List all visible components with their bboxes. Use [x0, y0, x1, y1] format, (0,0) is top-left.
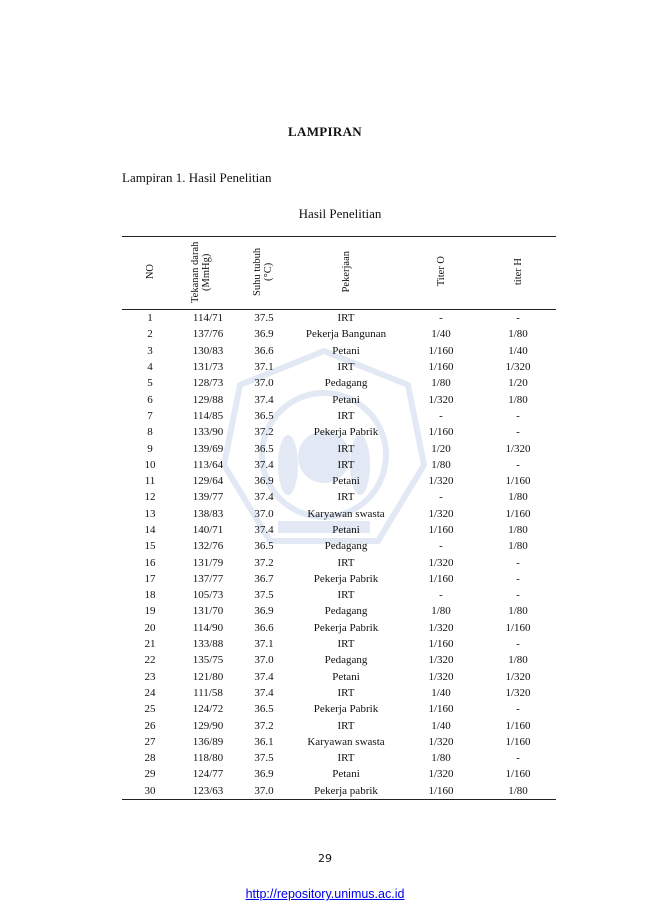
table-row — [122, 343, 556, 359]
table-cell: 37.2 — [254, 556, 274, 569]
table-row — [122, 375, 556, 391]
table-cell: 25 — [144, 703, 156, 716]
table-cell: 1/320 — [428, 393, 454, 406]
table-cell: 124/77 — [192, 768, 224, 781]
table-cell: 133/90 — [192, 426, 224, 439]
results-table — [122, 236, 556, 800]
table-row — [122, 750, 556, 766]
table-cell: 37.2 — [254, 426, 274, 439]
table-row — [122, 506, 556, 522]
table-cell: 36.7 — [254, 572, 274, 585]
table-row — [122, 571, 556, 587]
table-row — [122, 408, 556, 424]
table-row — [122, 717, 556, 733]
table-cell: 1/160 — [428, 572, 454, 585]
table-cell: 132/76 — [192, 540, 224, 553]
table-cell: 133/88 — [192, 638, 224, 651]
table-cell: 37.0 — [254, 784, 274, 797]
table-cell: Pedagang — [324, 605, 368, 618]
table-cell: 1/320 — [505, 361, 531, 374]
table-cell: 135/75 — [192, 654, 224, 667]
table-cell: 1/80 — [508, 491, 528, 504]
table-row — [122, 701, 556, 717]
table-cell: 114/85 — [192, 409, 224, 422]
table-cell: IRT — [337, 442, 355, 455]
table-cell: 1/80 — [508, 524, 528, 536]
table-cell: 1/20 — [508, 377, 528, 390]
table-cell: 129/64 — [192, 475, 224, 488]
table-cell: 1/320 — [428, 768, 454, 781]
table-cell: 8 — [147, 426, 153, 439]
table-cell: 121/80 — [192, 670, 224, 683]
table-cell: 111/58 — [193, 686, 223, 699]
table-cell: 1/320 — [428, 621, 454, 634]
table-cell: - — [516, 312, 520, 325]
table-cell: 29 — [144, 768, 156, 781]
table-cell: 9 — [147, 442, 153, 455]
table-cell: 1/160 — [505, 475, 531, 488]
table-row — [122, 636, 556, 652]
table-cell: 36.1 — [254, 735, 274, 748]
table-cell: 10 — [144, 458, 156, 471]
table-cell: 129/88 — [192, 393, 224, 406]
table-cell: 36.5 — [254, 540, 274, 553]
table-cell: IRT — [337, 589, 355, 602]
header-no: NO — [144, 263, 156, 280]
table-cell: IRT — [337, 686, 355, 699]
table-cell: Petani — [332, 344, 360, 357]
table-cell: 11 — [144, 475, 156, 488]
table-cell: 1/40 — [508, 344, 528, 357]
table-row — [122, 669, 556, 685]
table-cell: 37.0 — [254, 654, 274, 667]
page-title: LAMPIRAN — [288, 124, 362, 139]
table-cell: 1/20 — [431, 442, 451, 455]
table-cell: 140/71 — [192, 524, 224, 536]
table-cell: 1/80 — [508, 540, 528, 553]
table-cell: 21 — [144, 638, 156, 651]
table-cell: 1/160 — [428, 703, 454, 716]
table-cell: - — [516, 458, 520, 471]
table-cell: 14 — [144, 524, 156, 536]
table-cell: 124/72 — [192, 703, 224, 716]
page-number: 29 — [318, 852, 332, 865]
table-cell: 138/83 — [192, 507, 224, 520]
table-cell: IRT — [337, 458, 355, 471]
table-row — [122, 587, 556, 603]
table-cell: IRT — [337, 312, 355, 325]
table-cell: 36.6 — [254, 621, 274, 634]
table-cell: 114/90 — [192, 621, 224, 634]
table-cell: 1/160 — [505, 735, 531, 748]
table-cell: - — [439, 589, 443, 602]
table-cell: 36.5 — [254, 442, 274, 455]
table-cell: - — [516, 556, 520, 569]
table-cell: IRT — [337, 361, 355, 374]
table-cell: Pekerja pabrik — [314, 784, 378, 797]
table-row — [122, 473, 556, 489]
table-row — [122, 440, 556, 456]
table-cell: 37.5 — [254, 312, 274, 325]
table-cell: Pedagang — [324, 377, 368, 390]
table-cell: 5 — [147, 377, 153, 390]
table-cell: 1/320 — [505, 442, 531, 455]
table-cell: 37.4 — [254, 524, 274, 536]
table-cell: 13 — [144, 507, 156, 520]
table-cell: 3 — [147, 344, 153, 357]
repository-link[interactable]: http://repository.unimus.ac.id — [245, 887, 405, 901]
table-cell: 1/80 — [508, 605, 528, 618]
table-cell: 37.2 — [254, 719, 274, 732]
table-cell: 137/77 — [192, 572, 224, 585]
table-cell: - — [516, 409, 520, 422]
table-cell: 136/89 — [192, 735, 224, 748]
table-cell: 128/73 — [192, 377, 224, 390]
table-cell: 1/160 — [428, 426, 454, 439]
table-row — [122, 554, 556, 570]
table-cell: 36.9 — [254, 605, 274, 618]
table-row — [122, 685, 556, 701]
table-cell: 1/80 — [431, 377, 451, 390]
header-titer-h: titer H — [512, 257, 524, 286]
table-cell: 129/90 — [192, 719, 224, 732]
table-cell: 36.9 — [254, 328, 274, 341]
table-cell: - — [516, 638, 520, 651]
header-blood-pressure: Tekanan darah (MmHg) — [190, 240, 212, 303]
table-cell: 18 — [144, 589, 156, 602]
table-cell: - — [516, 572, 520, 585]
table-cell: 1/160 — [428, 361, 454, 374]
table-cell: - — [439, 491, 443, 504]
table-cell: 37.0 — [254, 377, 274, 390]
table-cell: 12 — [144, 491, 156, 504]
table-cell: IRT — [337, 491, 355, 504]
table-cell: 37.5 — [254, 752, 274, 765]
table-cell: 26 — [144, 719, 156, 732]
table-cell: 37.1 — [254, 361, 274, 374]
table-cell: 1/320 — [505, 686, 531, 699]
appendix-subtitle: Lampiran 1. Hasil Penelitian — [122, 170, 272, 185]
table-cell: Petani — [332, 768, 360, 781]
table-cell: 37.4 — [254, 491, 274, 504]
table-cell: 1/160 — [505, 719, 531, 732]
table-cell: 1/160 — [428, 344, 454, 357]
table-cell: 1/80 — [508, 654, 528, 667]
table-cell: 1/80 — [508, 393, 528, 406]
table-cell: - — [439, 540, 443, 553]
table-row — [122, 603, 556, 619]
table-cell: 37.5 — [254, 589, 274, 602]
table-cell: 131/73 — [192, 361, 224, 374]
header-titer-o: Titer O — [435, 256, 447, 287]
table-cell: IRT — [337, 752, 355, 765]
table-cell: 139/77 — [192, 491, 224, 504]
table-row — [122, 424, 556, 440]
table-cell: 1/320 — [428, 556, 454, 569]
table-cell: 1/320 — [428, 475, 454, 488]
table-cell: 36.9 — [254, 475, 274, 488]
table-cell: 1/80 — [431, 458, 451, 471]
table-cell: 37.0 — [254, 507, 274, 520]
table-cell: 131/79 — [192, 556, 224, 569]
table-cell: 24 — [144, 686, 156, 699]
table-cell: Pedagang — [324, 654, 368, 667]
table-body — [122, 310, 556, 800]
table-cell: IRT — [337, 556, 355, 569]
table-cell: 37.4 — [254, 393, 274, 406]
table-cell: - — [516, 703, 520, 716]
table-cell: 1 — [147, 312, 153, 325]
table-cell: Pedagang — [324, 540, 368, 553]
table-cell: 118/80 — [192, 752, 224, 765]
table-cell: 130/83 — [192, 344, 224, 357]
table-cell: 19 — [144, 605, 156, 618]
table-cell: - — [516, 589, 520, 602]
table-row — [122, 326, 556, 342]
header-body-temp: Suhu tubuh (°C) — [252, 247, 274, 296]
table-row — [122, 391, 556, 407]
table-cell: IRT — [337, 719, 355, 732]
table-cell: 139/69 — [192, 442, 224, 455]
table-row — [122, 652, 556, 668]
table-cell: 137/76 — [192, 328, 224, 341]
table-cell: Pekerja Pabrik — [313, 572, 379, 585]
table-cell: 28 — [144, 752, 156, 765]
table-cell: - — [439, 312, 443, 325]
table-cell: 1/40 — [431, 686, 451, 699]
table-row — [122, 620, 556, 636]
table-cell: 1/80 — [508, 784, 528, 797]
table-cell: 37.4 — [254, 670, 274, 683]
table-cell: 4 — [147, 361, 153, 374]
table-cell: 1/160 — [505, 768, 531, 781]
table-cell: 22 — [144, 654, 156, 667]
table-cell: Petani — [332, 393, 360, 406]
table-cell: Pekerja Pabrik — [313, 621, 379, 634]
table-cell: - — [439, 409, 443, 422]
table-cell: - — [516, 426, 520, 439]
table-cell: Pekerja Pabrik — [313, 703, 379, 716]
table-row — [122, 783, 556, 800]
table-cell: 1/160 — [505, 507, 531, 520]
table-cell: Karyawan swasta — [307, 507, 385, 520]
table-cell: 2 — [147, 328, 153, 341]
table-cell: 1/320 — [428, 507, 454, 520]
table-cell: 113/64 — [192, 458, 224, 471]
table-cell: 1/80 — [431, 752, 451, 765]
table-cell: Karyawan swasta — [307, 735, 385, 748]
table-cell: IRT — [337, 638, 355, 651]
header-occupation: Pekerjaan — [340, 250, 352, 293]
table-row — [122, 489, 556, 505]
table-cell: 36.9 — [254, 768, 274, 781]
table-cell: 1/160 — [428, 524, 454, 536]
table-cell: - — [516, 752, 520, 765]
table-cell: 123/63 — [192, 784, 224, 797]
table-cell: 1/320 — [428, 735, 454, 748]
table-cell: 37.1 — [254, 638, 274, 651]
table-cell: 1/320 — [428, 654, 454, 667]
table-cell: 1/160 — [505, 621, 531, 634]
table-cell: 36.6 — [254, 344, 274, 357]
table-cell: 1/40 — [431, 328, 451, 341]
table-cell: 6 — [147, 393, 153, 406]
table-cell: IRT — [337, 409, 355, 422]
table-cell: 1/160 — [428, 638, 454, 651]
table-cell: 16 — [144, 556, 156, 569]
table-row — [122, 359, 556, 375]
table-cell: 36.5 — [254, 703, 274, 716]
table-row — [122, 734, 556, 750]
table-cell: 1/320 — [428, 670, 454, 683]
table-cell: Petani — [332, 475, 360, 488]
table-cell: 1/80 — [431, 605, 451, 618]
table-cell: 27 — [144, 735, 156, 748]
table-cell: 30 — [144, 784, 156, 797]
table-cell: Pekerja Bangunan — [305, 328, 387, 341]
table-row — [122, 457, 556, 473]
table-row — [122, 310, 556, 327]
table-cell: 7 — [147, 409, 153, 422]
table-cell: 36.5 — [254, 409, 274, 422]
table-row — [122, 538, 556, 554]
table-header-row — [122, 237, 556, 310]
table-cell: 37.4 — [254, 458, 274, 471]
table-row — [122, 522, 556, 538]
table-cell: 1/80 — [508, 328, 528, 341]
table-cell: 131/70 — [192, 605, 224, 618]
table-cell: 1/40 — [431, 719, 451, 732]
table-cell: 23 — [144, 670, 156, 683]
table-cell: 1/160 — [428, 784, 454, 797]
table-cell: 20 — [144, 621, 156, 634]
table-cell: 1/320 — [505, 670, 531, 683]
table-cell: 114/71 — [192, 312, 224, 325]
table-cell: 17 — [144, 572, 156, 585]
table-cell: Petani — [332, 670, 360, 683]
table-caption: Hasil Penelitian — [298, 206, 382, 221]
table-row — [122, 766, 556, 782]
table-cell: Pekerja Pabrik — [313, 426, 379, 439]
table-cell: 15 — [144, 540, 156, 553]
table-cell: Petani — [332, 524, 360, 536]
table-cell: 105/73 — [192, 589, 224, 602]
table-cell: 37.4 — [254, 686, 274, 699]
